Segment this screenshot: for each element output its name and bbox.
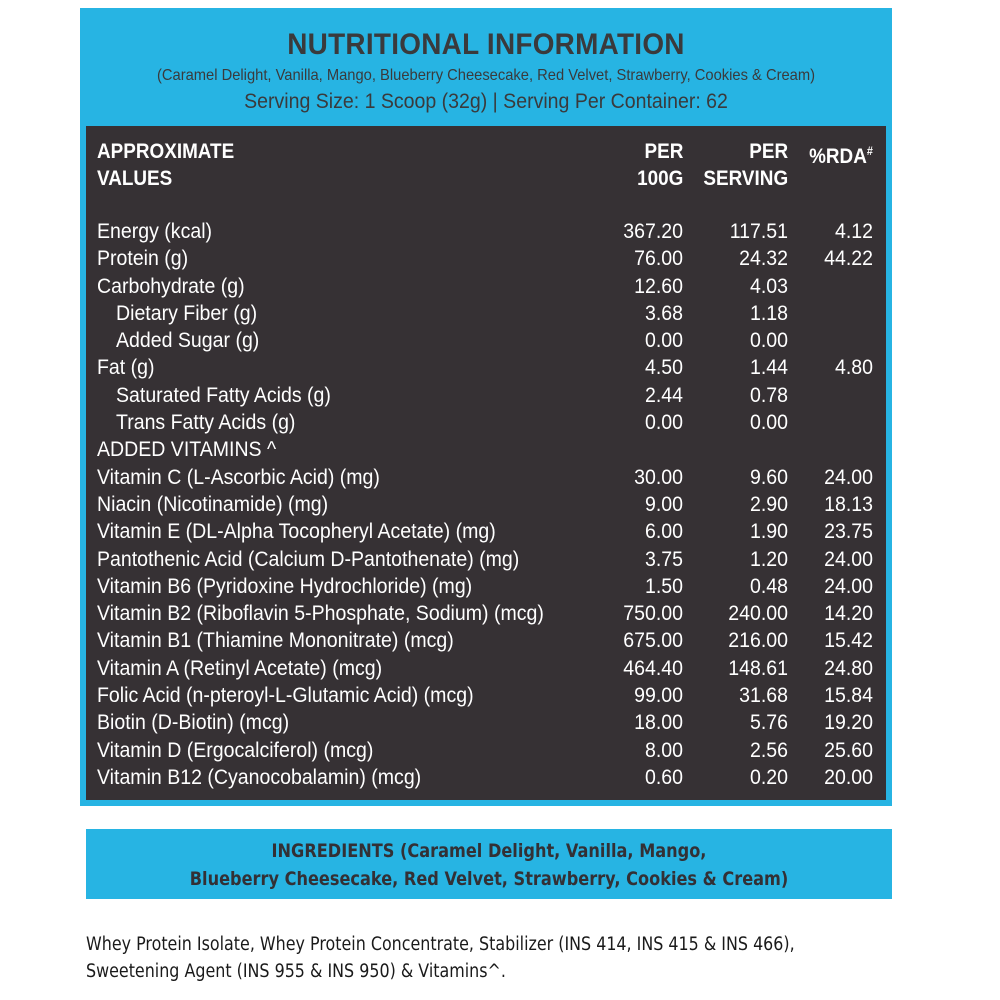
- value-per-100g: 367.20: [623, 220, 683, 243]
- nutrient-name: Saturated Fatty Acids (g): [116, 383, 331, 407]
- value-rda: 24.00: [824, 574, 873, 598]
- table-row: [86, 518, 886, 545]
- table-row: [86, 436, 886, 463]
- nutrient-name: Vitamin B1 (Thiamine Mononitrate) (mcg): [97, 629, 454, 653]
- nutrient-name: Vitamin B12 (Cyanocobalamin) (mcg): [97, 765, 422, 789]
- table-row: [86, 273, 886, 300]
- value-per-100g: 6.00: [644, 520, 683, 544]
- value-rda: 25.60: [824, 738, 873, 762]
- table-row: [86, 655, 886, 682]
- value-per-serving: 1.18: [749, 301, 788, 325]
- nutrient-name: Fat (g): [97, 356, 155, 380]
- ingredients-heading-line1: INGREDIENTS (Caramel Delight, Vanilla, Mango,: [271, 840, 707, 862]
- flavours-line: (Caramel Delight, Vanilla, Mango, Blueberry Cheesecake, Red Velvet, Strawberry, Cookies & Cream): [156, 67, 816, 84]
- column-header-per-serving: PER SERVING: [703, 140, 788, 190]
- column-header-values: APPROXIMATE VALUES: [97, 140, 235, 190]
- value-per-serving: 1.90: [749, 520, 788, 544]
- value-per-100g: 76.00: [634, 247, 683, 271]
- nutrient-name: Folic Acid (n-pteroyl-L-Glutamic Acid) (mcg): [97, 684, 474, 708]
- table-row: [86, 546, 886, 573]
- ingredients-banner: [86, 829, 892, 899]
- value-per-100g: 0.60: [644, 765, 683, 789]
- page-title: NUTRITIONAL INFORMATION: [287, 28, 685, 61]
- value-rda: 14.20: [824, 602, 873, 626]
- nutrient-name: Dietary Fiber (g): [116, 301, 258, 325]
- value-per-serving: 1.44: [749, 356, 788, 380]
- ingredients-line1: Whey Protein Isolate, Whey Protein Concentrate, Stabilizer (INS 414, INS 415 & INS 466),: [86, 934, 795, 955]
- value-per-100g: 0.00: [644, 329, 683, 353]
- value-rda: 15.84: [824, 684, 873, 708]
- value-per-100g: 750.00: [623, 602, 683, 626]
- table-row: [86, 491, 886, 518]
- value-per-serving: 0.48: [749, 574, 788, 598]
- nutrient-name: Carbohydrate (g): [97, 274, 245, 298]
- value-per-serving: 5.76: [749, 711, 788, 735]
- value-per-100g: 4.50: [644, 356, 683, 380]
- value-rda: 4.80: [834, 356, 873, 380]
- value-rda: 4.12: [834, 220, 873, 243]
- nutrient-name: Vitamin D (Ergocalciferol) (mcg): [97, 738, 374, 762]
- nutrient-name: Vitamin B2 (Riboflavin 5-Phosphate, Sodium) (mcg): [97, 602, 544, 626]
- nutrient-name: Energy (kcal): [97, 220, 213, 243]
- value-per-serving: 24.32: [739, 247, 788, 271]
- table-row: [86, 600, 886, 627]
- table-row: [86, 627, 886, 654]
- table-row: [86, 245, 886, 272]
- value-per-100g: 8.00: [644, 738, 683, 762]
- nutrient-name: Niacin (Nicotinamide) (mg): [97, 492, 329, 516]
- value-per-serving: 240.00: [728, 602, 788, 626]
- table-row: [86, 300, 886, 327]
- column-header-rda: %RDA#: [809, 144, 873, 168]
- nutrient-name: Biotin (D-Biotin) (mcg): [97, 711, 290, 735]
- value-rda: 24.00: [824, 465, 873, 489]
- ingredients-line2: Sweetening Agent (INS 955 & INS 950) & Vitamins^.: [86, 961, 506, 982]
- nutrient-name: ADDED VITAMINS ^: [97, 438, 277, 462]
- value-per-serving: 2.56: [749, 738, 788, 762]
- value-rda: 23.75: [824, 520, 873, 544]
- ingredients-heading-line2: Blueberry Cheesecake, Red Velvet, Strawberry, Cookies & Cream): [189, 868, 789, 890]
- value-per-serving: 2.90: [749, 492, 788, 516]
- nutrient-name: Trans Fatty Acids (g): [116, 411, 296, 435]
- table-row: [86, 409, 886, 436]
- value-per-serving: 117.51: [729, 220, 788, 243]
- value-per-serving: 0.00: [749, 329, 788, 353]
- table-row: [86, 464, 886, 491]
- table-row: [86, 709, 886, 736]
- nutrient-name: Vitamin B6 (Pyridoxine Hydrochloride) (mg): [97, 574, 473, 598]
- nutrient-name: Added Sugar (g): [116, 329, 260, 353]
- table-row: [86, 218, 886, 245]
- nutrient-name: Vitamin E (DL-Alpha Tocopheryl Acetate) (mg): [97, 520, 496, 544]
- value-per-100g: 675.00: [623, 629, 683, 653]
- value-per-100g: 2.44: [644, 383, 683, 407]
- value-per-serving: 148.61: [728, 656, 788, 680]
- value-per-100g: 0.00: [644, 411, 683, 435]
- value-rda: 44.22: [824, 247, 873, 271]
- column-header-per100g: PER 100G: [636, 140, 683, 190]
- nutrition-rows: [86, 218, 886, 791]
- value-rda: 19.20: [824, 711, 873, 735]
- value-rda: 15.42: [824, 629, 873, 653]
- value-per-100g: 3.75: [644, 547, 683, 571]
- value-per-100g: 1.50: [644, 574, 683, 598]
- value-per-serving: 0.00: [749, 411, 788, 435]
- table-row: [86, 682, 886, 709]
- table-row: [86, 764, 886, 791]
- nutrient-name: Protein (g): [97, 247, 189, 271]
- table-row: [86, 382, 886, 409]
- value-rda: 24.80: [824, 656, 873, 680]
- value-per-100g: 12.60: [634, 274, 683, 298]
- value-per-100g: 464.40: [623, 656, 683, 680]
- value-per-serving: 216.00: [728, 629, 788, 653]
- value-per-100g: 30.00: [634, 465, 683, 489]
- value-per-100g: 3.68: [644, 301, 683, 325]
- value-per-serving: 0.20: [749, 765, 788, 789]
- value-per-100g: 99.00: [634, 684, 683, 708]
- nutrient-name: Vitamin A (Retinyl Acetate) (mcg): [97, 656, 383, 680]
- nutrient-name: Vitamin C (L-Ascorbic Acid) (mg): [97, 465, 380, 489]
- table-row: [86, 737, 886, 764]
- nutrient-name: Pantothenic Acid (Calcium D-Pantothenate) (mg): [97, 547, 520, 571]
- rda-footnote-mark: #: [866, 144, 873, 158]
- table-row: [86, 573, 886, 600]
- value-rda: 20.00: [824, 765, 873, 789]
- value-rda: 24.00: [824, 547, 873, 571]
- panel-header: [80, 8, 892, 126]
- table-row: [86, 354, 886, 381]
- value-per-serving: 0.78: [749, 383, 788, 407]
- value-rda: 18.13: [824, 492, 873, 516]
- value-per-serving: 9.60: [749, 465, 788, 489]
- value-per-100g: 18.00: [634, 711, 683, 735]
- table-row: [86, 327, 886, 354]
- ingredients-list: [86, 931, 843, 985]
- value-per-serving: 4.03: [749, 274, 788, 298]
- value-per-serving: 1.20: [749, 547, 788, 571]
- value-per-100g: 9.00: [644, 492, 683, 516]
- nutrition-table: [86, 126, 886, 800]
- value-per-serving: 31.68: [739, 684, 788, 708]
- serving-info: Serving Size: 1 Scoop (32g) | Serving Per Container: 62: [244, 90, 728, 113]
